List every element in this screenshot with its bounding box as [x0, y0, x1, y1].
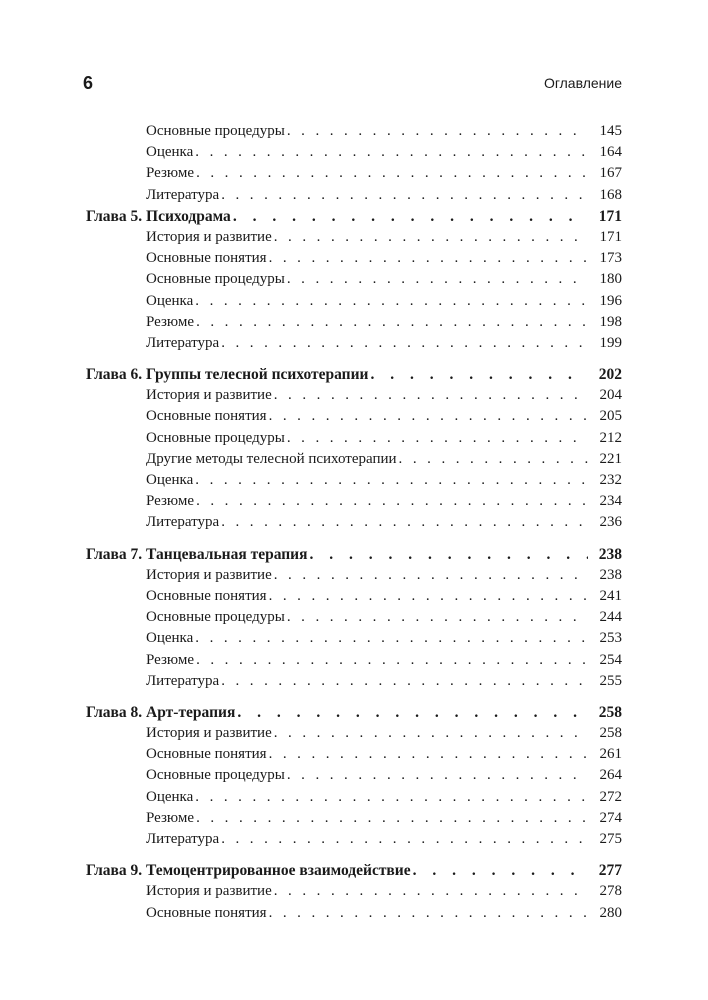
chapter-title: Глава 8. Арт-терапия — [86, 703, 236, 721]
dot-leader — [269, 586, 588, 607]
toc-entry — [86, 671, 622, 692]
toc-entry — [86, 163, 622, 184]
toc-entry — [86, 607, 622, 628]
dot-leader — [274, 227, 588, 248]
entry-title: Основные процедуры — [146, 609, 285, 626]
dot-leader — [221, 512, 588, 533]
toc-entry — [86, 385, 622, 406]
entry-page-number: 198 — [599, 313, 622, 330]
chapter-heading — [86, 860, 622, 881]
toc-entry — [86, 269, 622, 290]
dot-leader — [274, 385, 588, 406]
dot-leader — [287, 269, 588, 290]
toc-entry — [86, 333, 622, 354]
entry-page-number: 253 — [599, 630, 622, 647]
dot-leader — [195, 291, 588, 312]
dot-leader — [310, 544, 589, 565]
entry-page-number: 232 — [599, 472, 622, 488]
chapter-section — [86, 860, 622, 924]
dot-leader — [195, 142, 588, 163]
dot-leader — [413, 860, 588, 881]
dot-leader — [196, 650, 588, 671]
dot-leader — [196, 312, 588, 333]
dot-leader — [196, 163, 588, 184]
chapter-section — [86, 206, 622, 354]
toc-entry — [86, 881, 622, 902]
entry-page-number: 236 — [599, 514, 622, 531]
entry-page-number: 199 — [599, 334, 622, 351]
dot-leader — [269, 744, 588, 765]
dot-leader — [196, 808, 588, 829]
dot-leader — [237, 702, 588, 723]
entry-title: Литература — [146, 186, 220, 203]
toc-entry — [86, 765, 622, 786]
entry-title: Оценка — [146, 472, 194, 488]
entry-title: Основные процедуры — [146, 123, 285, 139]
dot-leader — [399, 449, 588, 470]
entry-title: История и развитие — [146, 228, 272, 245]
dot-leader — [274, 723, 588, 744]
toc-entry — [86, 586, 622, 607]
chapter-section — [86, 702, 622, 850]
entry-page-number: 164 — [599, 144, 622, 161]
toc-entry — [86, 470, 622, 491]
entry-title: Резюме — [146, 651, 195, 668]
entry-page-number: 145 — [599, 123, 622, 139]
toc-entry — [86, 185, 622, 206]
entry-title: Другие методы телесной психотерапии — [146, 450, 397, 467]
chapter-heading — [86, 544, 622, 565]
entry-title: Литература — [146, 334, 220, 351]
entry-title: Резюме — [146, 313, 195, 330]
toc-entry — [86, 248, 622, 269]
dot-leader — [287, 428, 588, 449]
dot-leader — [195, 787, 588, 808]
chapter-page-number: 171 — [598, 207, 622, 225]
entry-title: Оценка — [146, 630, 194, 647]
toc-entry — [86, 829, 622, 850]
entry-page-number: 171 — [599, 228, 622, 245]
entry-title: Резюме — [146, 165, 195, 182]
entry-page-number: 274 — [599, 809, 622, 826]
entry-title: Резюме — [146, 809, 195, 826]
entry-page-number: 241 — [599, 587, 622, 604]
entry-title: Основные понятия — [146, 746, 267, 763]
toc-entry — [86, 491, 622, 512]
entry-title: Основные понятия — [146, 587, 267, 604]
entry-title: Литература — [146, 831, 220, 847]
dot-leader — [269, 248, 588, 269]
entry-page-number: 244 — [599, 609, 622, 626]
entry-title: Оценка — [146, 144, 194, 161]
running-head: Оглавление — [543, 75, 622, 91]
entry-page-number: 196 — [599, 292, 622, 309]
entry-title: История и развитие — [146, 387, 272, 404]
entry-title: Литература — [146, 672, 220, 689]
toc-entry — [86, 428, 622, 449]
chapter-title: Глава 6. Группы телесной психотерапии — [86, 366, 369, 384]
entry-title: Основные понятия — [146, 408, 267, 425]
toc-entry — [86, 787, 622, 808]
dot-leader — [221, 829, 588, 850]
chapter-title: Глава 9. Темоцентрированное взаимодействие — [86, 862, 411, 880]
dot-leader — [221, 185, 588, 206]
entry-page-number: 221 — [599, 450, 622, 467]
entry-page-number: 258 — [599, 725, 622, 742]
entry-title: Основные понятия — [146, 904, 267, 921]
entry-title: Основные понятия — [146, 250, 267, 267]
entry-title: История и развитие — [146, 883, 272, 900]
entry-title: Основные процедуры — [146, 429, 285, 446]
toc-entry — [86, 291, 622, 312]
dot-leader — [287, 765, 588, 786]
chapter-page-number: 238 — [598, 545, 622, 563]
toc-entry — [86, 650, 622, 671]
chapter-section — [86, 364, 622, 534]
dot-leader — [274, 881, 588, 902]
entry-title: История и развитие — [146, 725, 272, 742]
toc-entry — [86, 121, 622, 142]
entry-page-number: 167 — [599, 165, 622, 182]
chapter-page-number: 202 — [598, 366, 622, 384]
entry-title: Основные процедуры — [146, 271, 285, 288]
entry-page-number: 234 — [599, 493, 622, 510]
dot-leader — [370, 364, 588, 385]
entry-page-number: 254 — [599, 651, 622, 668]
chapter-heading — [86, 364, 622, 385]
toc-entry — [86, 142, 622, 163]
dot-leader — [195, 628, 588, 649]
entry-page-number: 238 — [599, 566, 622, 583]
table-of-contents — [86, 121, 622, 924]
chapter-page-number: 277 — [598, 862, 622, 880]
chapter-page-number: 258 — [598, 703, 622, 721]
toc-continued-section — [86, 121, 622, 206]
entry-page-number: 204 — [599, 387, 622, 404]
dot-leader — [233, 206, 588, 227]
entry-page-number: 168 — [599, 186, 622, 203]
dot-leader — [274, 565, 588, 586]
entry-page-number: 173 — [599, 250, 622, 267]
entry-title: Литература — [146, 514, 220, 531]
chapter-title: Глава 5. Психодрама — [86, 207, 231, 225]
dot-leader — [287, 121, 588, 142]
toc-entry — [86, 406, 622, 427]
entry-title: Резюме — [146, 493, 195, 510]
page-number: 6 — [83, 73, 94, 93]
toc-entry — [86, 744, 622, 765]
entry-title: Оценка — [146, 292, 194, 309]
toc-entry — [86, 808, 622, 829]
entry-page-number: 212 — [599, 429, 622, 446]
chapter-section — [86, 544, 622, 692]
toc-entry — [86, 512, 622, 533]
entry-page-number: 280 — [599, 904, 622, 921]
entry-page-number: 275 — [599, 831, 622, 847]
toc-entry — [86, 565, 622, 586]
chapter-heading — [86, 702, 622, 723]
entry-title: Основные процедуры — [146, 767, 285, 784]
entry-page-number: 272 — [599, 788, 622, 805]
dot-leader — [269, 406, 588, 427]
dot-leader — [269, 903, 588, 924]
dot-leader — [195, 470, 588, 491]
dot-leader — [196, 491, 588, 512]
toc-entry — [86, 227, 622, 248]
toc-entry — [86, 723, 622, 744]
entry-page-number: 261 — [599, 746, 622, 763]
chapter-title: Глава 7. Танцевальная терапия — [86, 545, 308, 563]
dot-leader — [221, 333, 588, 354]
entry-title: Оценка — [146, 788, 194, 805]
entry-page-number: 255 — [599, 672, 622, 689]
toc-entry — [86, 628, 622, 649]
toc-entry — [86, 903, 622, 924]
entry-page-number: 180 — [599, 271, 622, 288]
toc-entry — [86, 449, 622, 470]
entry-page-number: 278 — [599, 883, 622, 900]
entry-page-number: 264 — [599, 767, 622, 784]
entry-page-number: 205 — [599, 408, 622, 425]
chapter-heading — [86, 206, 622, 227]
entry-title: История и развитие — [146, 566, 272, 583]
toc-entry — [86, 312, 622, 333]
dot-leader — [221, 671, 588, 692]
dot-leader — [287, 607, 588, 628]
